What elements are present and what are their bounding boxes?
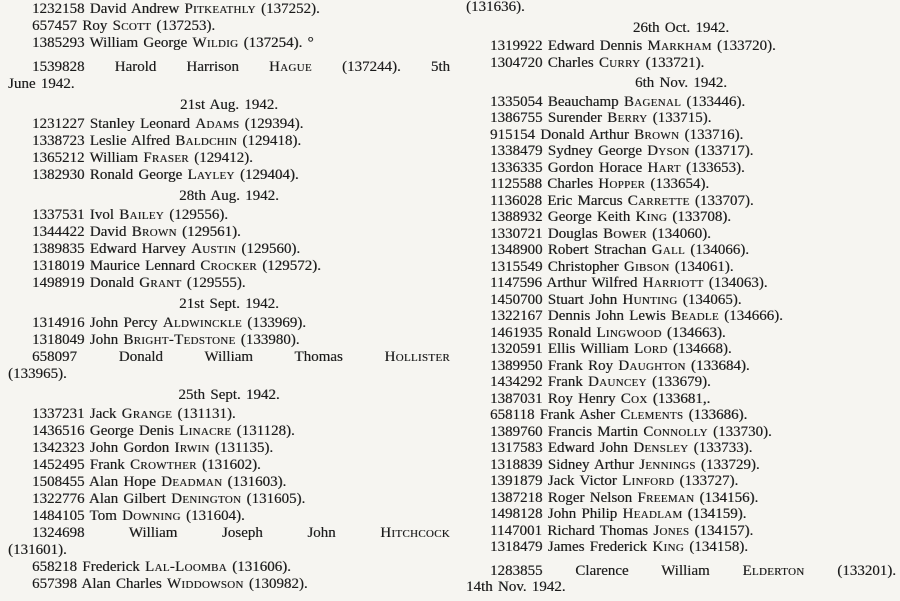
surname: Dauncey [588,374,647,390]
entry-group [466,38,896,71]
entry: 1385293 William George Wildig (137254). ° [32,35,314,51]
surname: Irwin [174,440,210,456]
surname: Widdowson [166,576,244,592]
surname: Bailey [119,207,164,223]
entry: 1125588 Charles Hopper (133654). [490,176,710,192]
surname: Markham [647,38,712,54]
entry: 1335054 Beauchamp Bagenal (133446). [490,93,746,110]
entry: 1147001 Richard Thomas Jones (134157). [490,522,754,539]
entry: 1389835 Edward Harvey Austin (129560). [32,241,301,257]
entry: 1344422 David Brown (129561). [32,224,241,240]
entry: 1436516 George Denis Linacre (131128). [32,423,295,439]
entry: 1337231 Jack Grange (131131). [32,406,236,422]
date-heading: 6th Nov. 1942. [634,75,728,91]
surname: Crocker [200,258,257,274]
surname: Beadle [671,308,719,324]
surname: Denington [171,491,242,507]
surname: Headlam [622,506,683,522]
surname: Daughton [618,357,686,374]
surname: Cox [620,390,648,407]
entry: 1336335 Gordon Horace Hart (133653). [490,159,745,176]
surname: Hopper [598,176,646,192]
surname: Connolly [643,423,708,440]
entry: 1315549 Christopher Gibson (134061). [490,258,734,275]
surname: Wildig [192,35,239,51]
entry: 1342323 John Gordon Irwin (131135). [32,440,274,456]
date-heading: 21st Sept. 1942. [179,296,279,312]
entry: 1231227 Stanley Leonard Adams (129394). [32,116,304,132]
entry: 1389760 Francis Martin Connolly (133730). [490,423,772,440]
entry-group [466,563,896,596]
entry: 1338723 Leslie Alfred Baldchin (129418). [32,133,302,149]
surname: Baldchin [175,133,238,149]
entry: 1450700 Stuart John Hunting (134065). [490,291,742,308]
surname: Adams [195,116,240,132]
entry: 1434292 Frank Dauncey (133679). [490,374,711,390]
entry-group [8,59,450,93]
entry: 658218 Frederick Lal-Loomba (131606). [32,559,291,575]
entry: 1498919 Donald Grant (129555). [32,275,246,291]
surname: Bright-Tedstone [123,332,236,348]
entry: 1232158 David Andrew Pitkeathly (137252). [32,1,320,17]
entry: 657398 Alan Charles Widdowson (130982). [32,576,308,592]
entry: 1304720 Charles Curry (133721). [490,54,705,71]
entry-group [466,0,896,16]
surname: Hunting [622,291,678,308]
surname: Jones [653,522,690,539]
surname: Curry [598,54,641,71]
entry: 1318479 James Frederick King (134158). [490,539,748,555]
surname: Bower [603,225,647,242]
entry: 1136028 Eric Marcus Carrette (133707). [490,192,754,209]
entry: 1322167 Dennis John Lewis Beadle (134666). [490,308,783,324]
surname: Lord [634,341,668,357]
surname: Hart [647,159,681,176]
entry: 1320591 Ellis William Lord (134668). [490,341,732,357]
surname: King [652,539,684,555]
surname: Hague [268,59,312,75]
date-heading: 26th Oct. 1942. [632,19,730,36]
entry: 658118 Frank Asher Clements (133686). [490,407,748,423]
entry: 1147596 Arthur Wilfred Harriott (134063). [490,275,768,291]
entry: 1330721 Douglas Bower (134060). [490,225,711,242]
surname: Fraser [143,150,189,166]
entry-group [8,207,450,292]
entry: 1318839 Sidney Arthur Jennings (133729). [490,456,760,473]
column-right [466,0,896,596]
surname: Deadman [161,474,223,490]
entry: 1386755 Surender Berry (133715). [490,110,712,126]
entry: 915154 Donald Arthur Brown (133716). [490,126,744,143]
surname: Gibson [623,258,670,275]
entry: 1365212 William Fraser (129412). [32,150,253,166]
column-left [8,1,450,593]
entry: 1387031 Roy Henry Cox (133681,. [490,390,711,407]
surname: Layley [187,167,235,183]
surname: Hollister [384,349,450,365]
entry: 1338479 Sydney George Dyson (133717). [490,143,754,159]
surname: Lal-Loomba [144,559,227,575]
entry: 1318049 John Bright-Tedstone (133980). [32,332,300,348]
entry: 1452495 Frank Crowther (131602). [32,457,261,473]
date-heading: 21st Aug. 1942. [179,97,278,113]
entry: 1319922 Edward Dennis Markham (133720). [490,38,776,54]
entry: 1348900 Robert Strachan Gall (134066). [490,242,749,258]
entry-group [8,315,450,383]
entry: 1388932 George Keith King (133708). [490,209,732,225]
surname: Bagenal [623,93,682,110]
surname: Brown [634,126,680,143]
entry: 1461935 Ronald Lingwood (134663). [490,324,726,341]
surname: Crowther [130,457,197,473]
date-heading: 25th Sept. 1942. [178,387,280,403]
entry: 1318019 Maurice Lennard Crocker (129572). [32,258,321,274]
surname: Hitchcock [380,525,450,541]
surname: Clements [620,407,684,423]
entry: 1391879 Jack Victor Linford (133727). [490,473,739,489]
entry: 1484105 Tom Downing (131604). [32,508,245,524]
surname: Downing [122,508,181,524]
entry: 1382930 Ronald George Layley (129404). [32,167,299,183]
surname: Gall [651,242,685,258]
entry: 1539828 Harold Harrison Hague (137244). 5th June 1942. [8,59,450,92]
entry: 1508455 Alan Hope Deadman (131603). [32,474,287,490]
surname: King [635,209,668,225]
entry: (131636). [466,0,525,15]
surname: Densley [633,440,689,456]
entry: 657457 Roy Scott (137253). [32,18,216,34]
surname: Pitkeathly [184,1,256,17]
entry: 1324698 William Joseph John Hitchcock (131601). [8,525,450,558]
surname: Freeman [637,489,695,506]
entry-group [8,116,450,184]
entry: 1389950 Frank Roy Daughton (133684). [490,357,750,374]
surname: Elderton [742,562,805,579]
entry: 1387218 Roger Nelson Freeman (134156). [490,489,759,506]
surname: Grant [139,275,182,291]
entry: 658097 Donald William Thomas Hollister (133965). [8,349,450,382]
surname: Grange [121,406,173,422]
surname: Jennings [639,456,696,473]
surname: Linford [622,473,675,489]
entry: 1322776 Alan Gilbert Denington (131605). [32,491,306,507]
entry: 1337531 Ivol Bailey (129556). [32,207,228,223]
surname: Dyson [647,143,690,159]
entry: 1314916 John Percy Aldwinckle (133969). [32,315,306,331]
surname: Austin [191,241,237,257]
entry-group [466,94,896,556]
entry-group [8,406,450,593]
surname: Harriott [642,275,704,291]
surname: Carrette [627,192,690,209]
surname: Aldwinckle [162,315,242,331]
surname: Berry [607,110,648,126]
entry: 1498128 John Philip Headlam (134159). [490,506,747,522]
entry-group [8,1,450,52]
surname: Scott [112,18,152,34]
entry: 1317583 Edward John Densley (133733). [490,440,753,456]
entry: 1283855 Clarence William Elderton (133201). 14th Nov. 1942. [466,562,896,595]
surname: Lingwood [596,324,662,341]
date-heading: 28th Aug. 1942. [179,188,279,204]
surname: Linacre [179,423,232,439]
surname: Brown [131,224,177,240]
